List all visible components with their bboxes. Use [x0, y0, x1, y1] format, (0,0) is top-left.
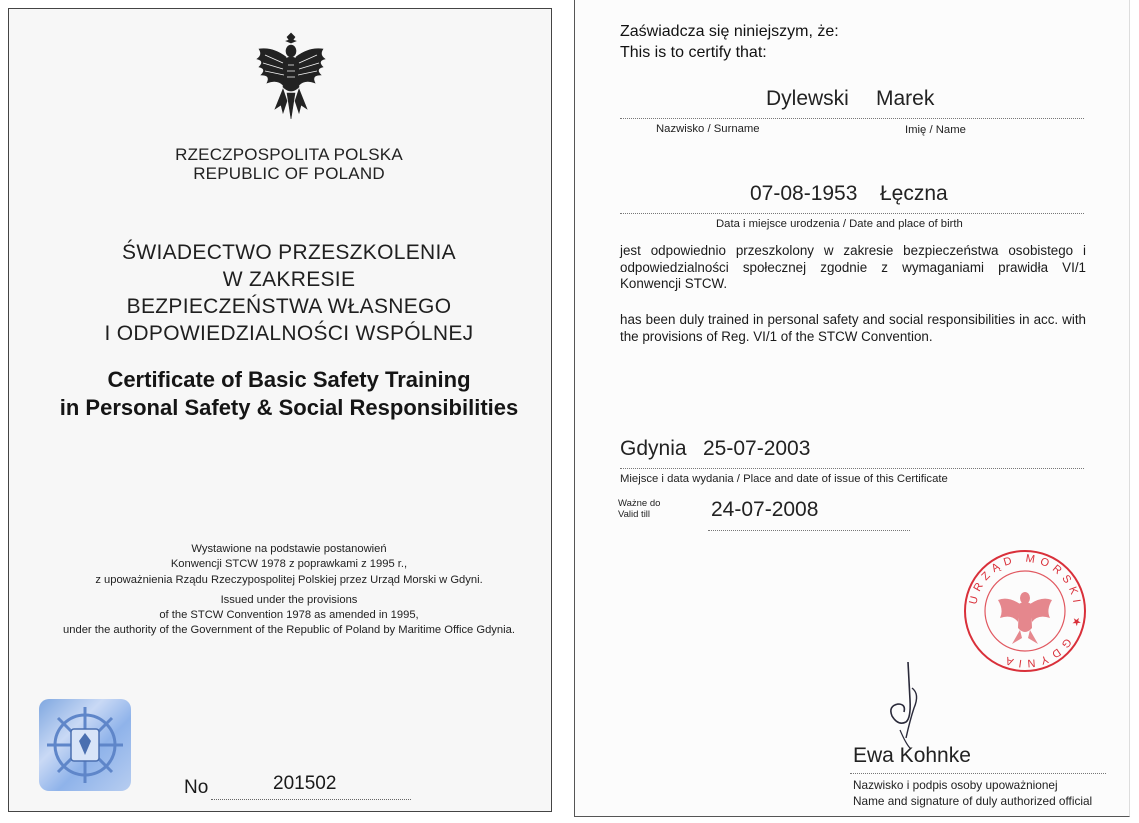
valid-label-pl: Ważne do [618, 498, 661, 509]
statement-en: has been duly trained in personal safety and social responsibilities in acc. with the provisions of Reg. VI/1 of the STCW Convention. [620, 312, 1086, 344]
issue-caption: Miejsce i data wydania / Place and date of issue of this Certificate [620, 473, 948, 485]
name-dotted-line [620, 118, 1084, 119]
basis-en-line-1: Issued under the provisions [220, 594, 358, 606]
holder-name: Marek [876, 87, 935, 110]
name-caption: Imię / Name [905, 124, 966, 136]
birth-dotted-line [620, 213, 1084, 214]
basis-en-line-3: under the authority of the Government of the Republic of Poland by Maritime Office Gdynia. [63, 624, 515, 636]
title-pl-line-4: I ODPOWIEDZIALNOŚCI WSPÓLNEJ [104, 322, 474, 345]
country-name-en: REPUBLIC OF POLAND [193, 164, 385, 183]
birth-caption: Data i miejsce urodzenia / Date and place of birth [716, 218, 963, 230]
issue-date: 25-07-2003 [703, 437, 811, 460]
signature-icon [870, 660, 940, 750]
issue-place: Gdynia [620, 437, 687, 460]
birth-date: 07-08-1953 [750, 182, 858, 205]
maritime-office-hologram-icon [39, 699, 131, 791]
title-en-line-2: in Personal Safety & Social Responsibilities [59, 395, 519, 420]
polish-eagle-icon [253, 29, 329, 123]
valid-date: 24-07-2008 [711, 498, 819, 521]
birth-place: Łęczna [880, 182, 948, 205]
certify-pl: Zaświadcza się niniejszym, że: [620, 23, 839, 40]
title-pl-line-3: BEZPIECZEŃSTWA WŁASNEGO [126, 295, 452, 318]
title-pl-line-2: W ZAKRESIE [222, 268, 356, 291]
certificate-front-page [8, 8, 552, 812]
basis-pl-line-3: z upoważnienia Rządu Rzeczypospolitej Polskiej przez Urząd Morski w Gdyni. [95, 574, 483, 586]
official-name: Ewa Kohnke [853, 744, 971, 767]
number-label: No [184, 777, 209, 798]
official-caption-en: Name and signature of duly authorized official [853, 794, 1093, 808]
official-dotted-line [850, 773, 1106, 774]
holder-surname: Dylewski [766, 87, 849, 110]
title-en-line-1: Certificate of Basic Safety Training [107, 367, 471, 392]
number-dotted-line [211, 799, 411, 800]
valid-dotted-line [708, 530, 910, 531]
urzad-morski-gdynia-stamp-icon [962, 548, 1088, 674]
basis-en-line-2: of the STCW Convention 1978 as amended in 1995, [159, 609, 419, 621]
stamp-text: URZĄD MORSKI ★ GDYNIA [967, 552, 1084, 670]
basis-pl-line-2: Konwencji STCW 1978 z poprawkami z 1995 r., [170, 558, 408, 570]
country-name-pl: RZECZPOSPOLITA POLSKA [175, 145, 403, 164]
valid-label-en: Valid till [618, 509, 651, 520]
certify-en: This is to certify that: [620, 44, 767, 61]
surname-caption: Nazwisko / Surname [656, 123, 760, 135]
issue-dotted-line [620, 468, 1084, 469]
statement-pl: jest odpowiednio przeszkolony w zakresie bezpieczeństwa osobistego i odpowiedzialności społecznej zgodnie z wymaganiami prawidła VI/1 Konwencji STCW. [620, 243, 1086, 291]
official-caption-pl: Nazwisko i podpis osoby upoważnionej [853, 778, 1058, 792]
certificate-number: 201502 [273, 773, 337, 794]
title-pl-line-1: ŚWIADECTWO PRZESZKOLENIA [122, 241, 456, 264]
basis-pl-line-1: Wystawione na podstawie postanowień [191, 543, 387, 555]
